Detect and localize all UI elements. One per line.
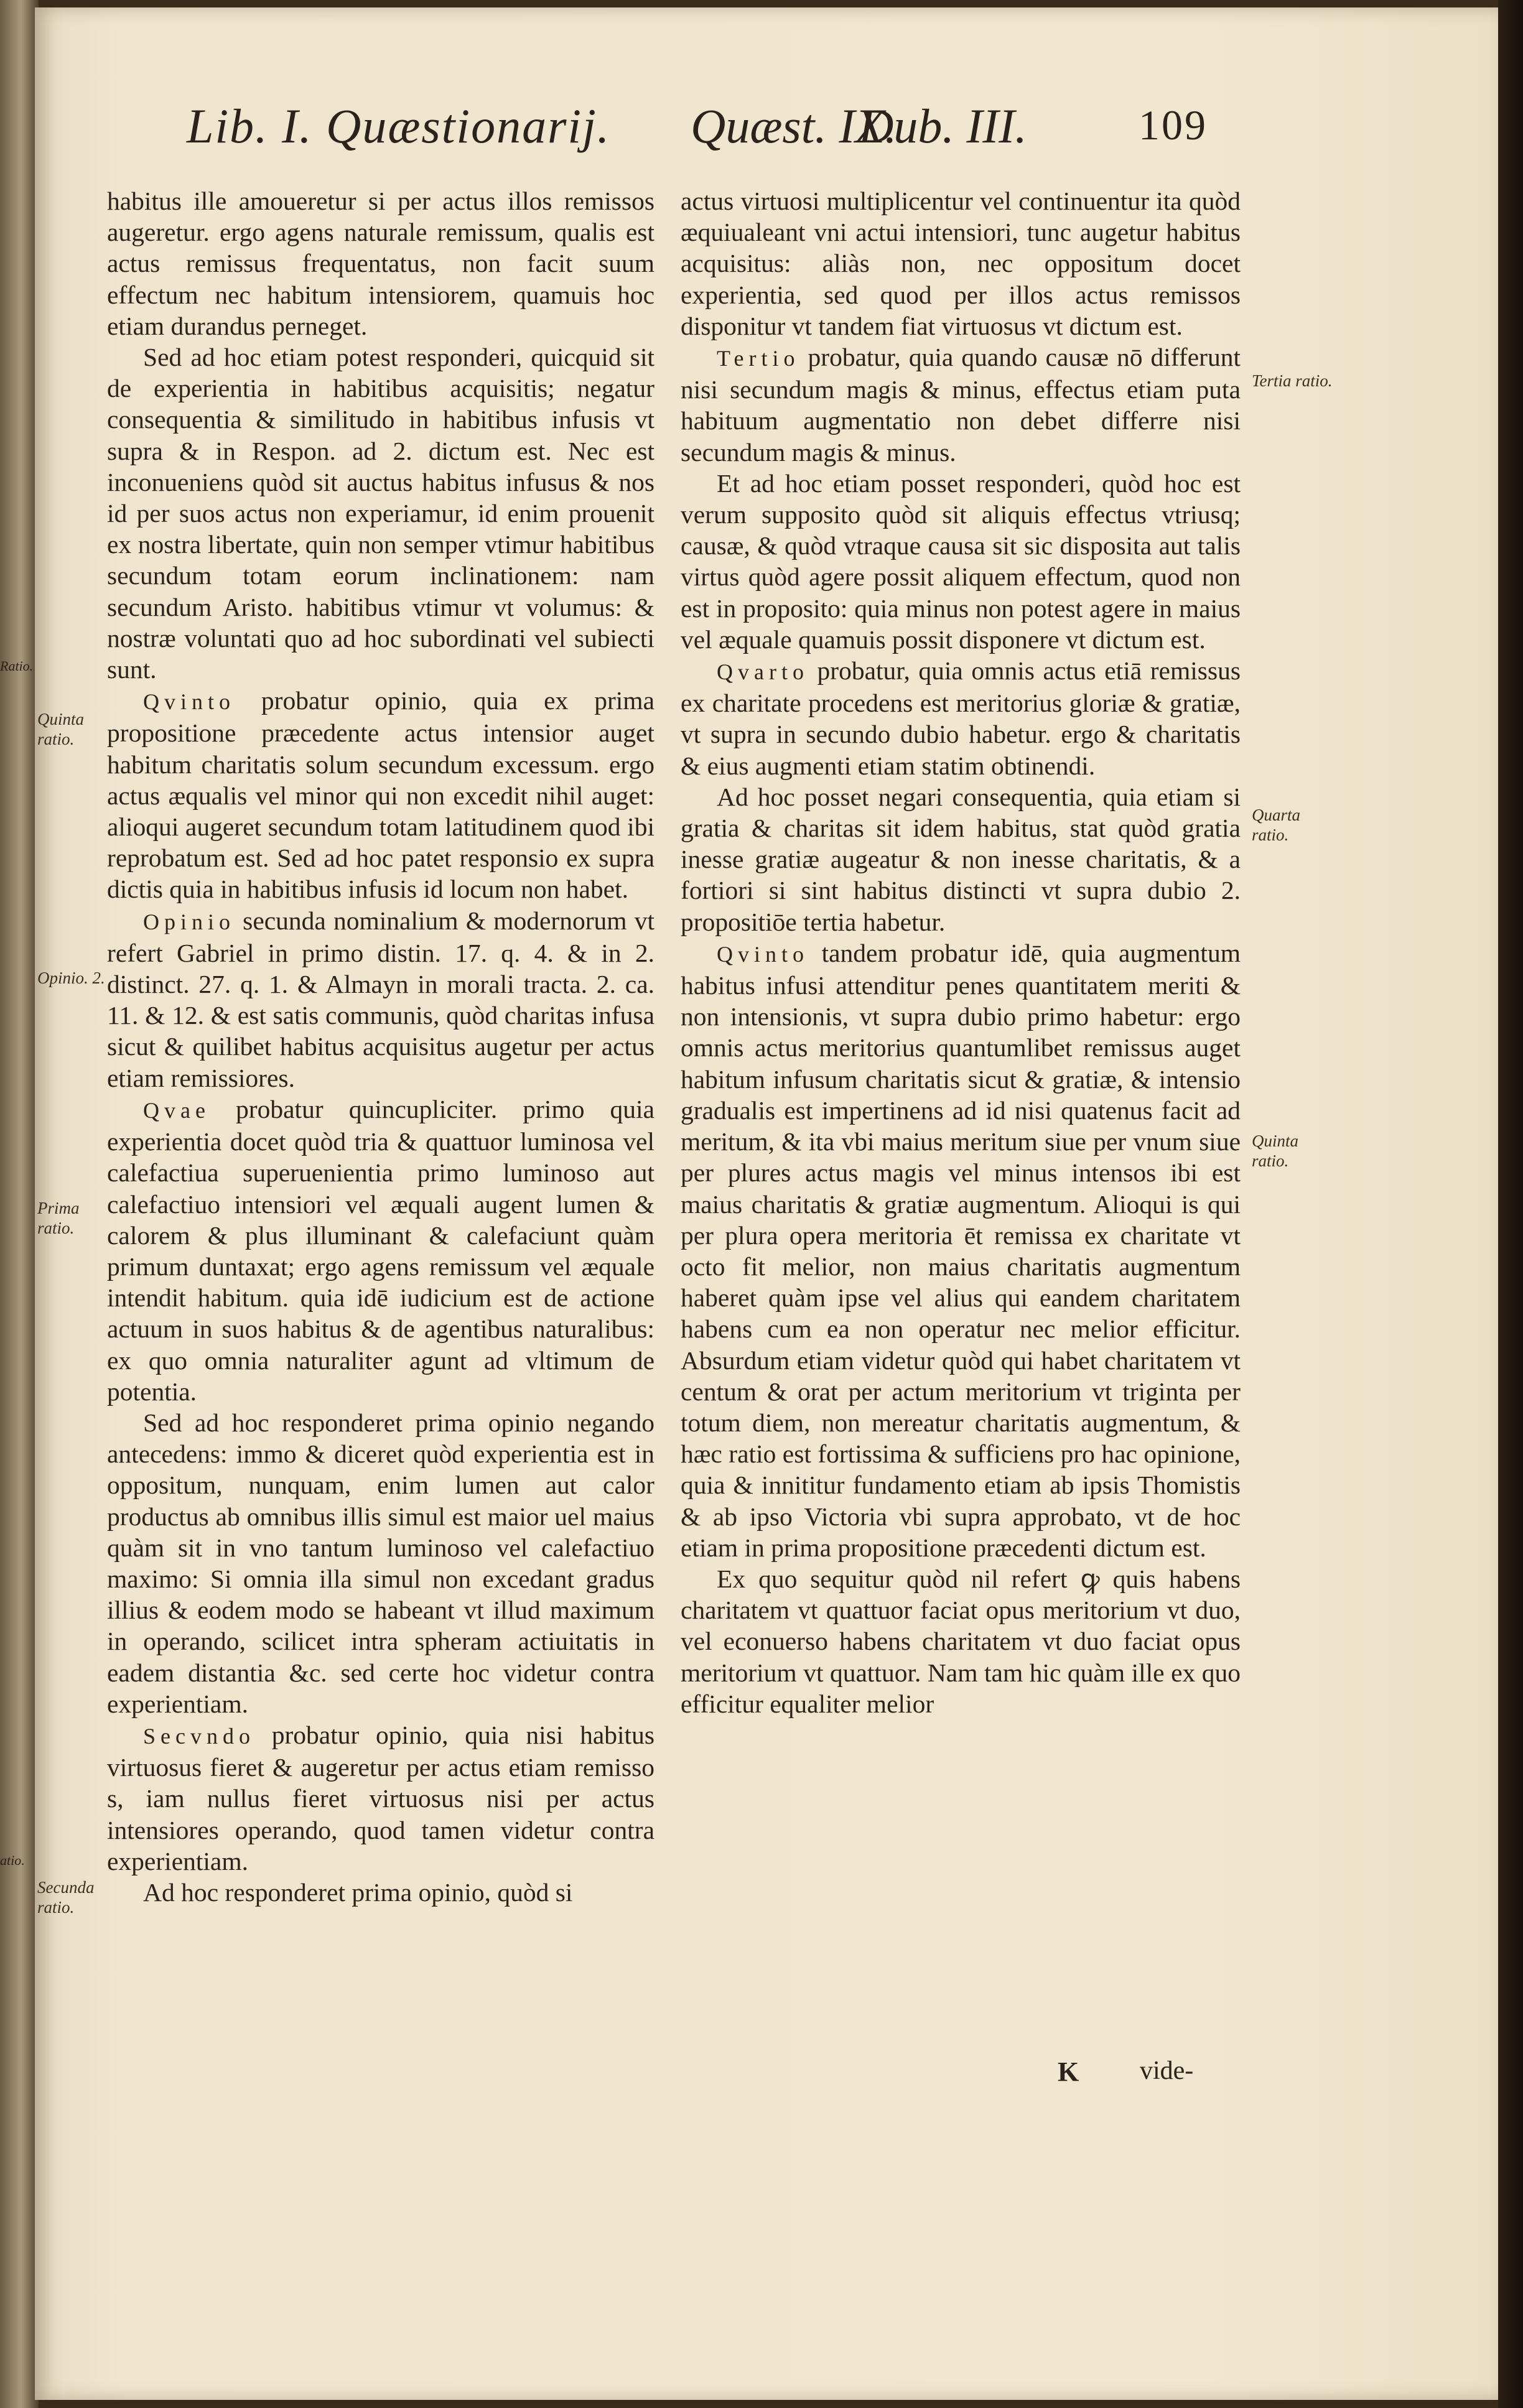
paragraph: Sed ad hoc responderet prima opinio negando antecedens: immo & diceret quòd experientia est in oppositum, nunquam, enim lumen aut calor productus ab omnibus illis simul est maior uel maius quàm sit in vno tantum luminoso vel calefactiuo maximo: Si omnia illa simul non excedant gradus illius & eodem modo se habeant vt illud maximum in operando, scilicet intra spheram actiuitatis in eadem distantia &c. sed certe hoc videtur contra experientiam. [107,1408,654,1718]
scanner-background [1498,0,1523,2408]
signature-mark: K [1058,2057,1079,2087]
margin-note: Opinio. 2. [37,969,105,987]
running-head [187,98,1232,160]
section-initial: Opinio [143,909,236,934]
left-column [107,185,654,1908]
paragraph: Qvarto probatur, quia omnis actus etiā remissus ex charitate procedens est meritorius gloriæ & gratiæ, vt supra in secundo dubio habetur. ergo & charitatis & eius augmenti etiam statim obtinendi. [681,656,1241,780]
paragraph: Sed ad hoc etiam potest responderi, quicquid sit de experientia in habitibus acquisitis; negatur consequentia & similitudo in habitibus infusis vt supra & in Respon. ad 2. dictum est. Nec est inconueniens quòd sit auctus habitus infusus & nos id per suos actus non experiamur, id enim prouenit ex nostra libertate, quin non semper vtimur habitibus secundum totam eorum inclinationem: nam secundum Aristo. habitibus vtimur vt volumus: & nostræ voluntati quo ad hoc subordinati vel subiecti sunt. [107,343,654,684]
margin-note: Quarta ratio. [1252,806,1301,844]
catchword: vide- [1140,2057,1194,2085]
paragraph: Qvae probatur quincupliciter. primo quia experientia docet quòd tria & quattuor luminosa vel calefactiua superuenientia primo luminoso aut calefactiuo intensiori vel æquali augent lumen & calorem & plus illuminant & calefaciunt quàm primum duntaxat; ergo agens remissum vel æquale intendit habitum. quia idē iudicium est de actione actuum in suos habitus & de agentibus naturalibus: ex quo omnia naturaliter agunt ad vltimum de potentia. [107,1094,654,1406]
paragraph: Opinio secunda nominalium & modernorum vt refert Gabriel in primo distin. 17. q. 4. & in 2. distinct. 27. q. 1. & Almayn in morali tracta. 2. ca. 11. & 12. & est satis communis, quòd charitas infusa sicut & quilibet habitus acquisitus augetur per actus etiam remissiores. [107,906,654,1092]
paragraph: Ex quo sequitur quòd nil refert ꝙ quis habens charitatem vt quattuor faciat opus meritorium vt duo, vel econuerso habens charitatem vt duo faciat opus meritorium vt quattuor. Nam tam hic quàm ille ex quo efficitur equaliter melior [681,1564,1241,1718]
paragraph: actus virtuosi multiplicentur vel continuentur ita quòd æquiualeant vni actui intensiori, tunc augetur habitus acquisitus: aliàs non, nec oppositum docet experientia, sed quod per illos actus remissos disponitur vt tandem fiat virtuosus vt dictum est. [681,187,1241,340]
section-initial: Qvae [143,1097,210,1123]
margin-note: Tertia ratio. [1252,371,1333,390]
running-head-dubium: Dub. III. [859,99,1027,153]
paragraph: Secvndo probatur opinio, quia nisi habitus virtuosus fieret & augeretur per actus etiam remisso s, iam nullus fieret virtuosus nisi per actus intensiores operando, quod tamen videtur contra experientiam. [107,1720,654,1876]
running-head-title: Lib. I. Quæstionarij. [187,99,611,153]
edge-note: Ratio. [0,658,34,674]
section-initial: Tertio [717,346,800,371]
margin-note: Quinta ratio. [1252,1132,1299,1170]
margin-note: Secunda ratio. [37,1878,95,1917]
paragraph: Tertio probatur, quia quando causæ nō differunt nisi secundum magis & minus, effectus etiam puta habituum augmentatio non debet differre nisi secundum magis & minus. [681,343,1241,467]
paragraph: Qvinto probatur opinio, quia ex prima propositione præcedente actus intensior auget habitum charitatis solum secundum excessum. ergo actus æqualis vel minor qui non excedit nihil auget: alioqui augeret secundum totam latitudinem quod ibi reprobatum est. Sed ad hoc patet responsio ex supra dictis quia in habitibus infusis id locum non habet. [107,686,654,904]
section-initial: Qvarto [717,659,809,685]
section-initial: Qvinto [717,941,809,967]
paragraph: habitus ille amoueretur si per actus illos remissos augeretur. ergo agens naturale remissum, qualis est actus remissus frequentatus, non facit suum effectum nec habitum intensiorem, quamuis hoc etiam durandus perneget. [107,187,654,340]
running-head-question: Quæst. IX. [691,99,897,153]
right-column [681,185,1241,1719]
facing-page-edge [0,0,39,2408]
paragraph: Ad hoc posset negari consequentia, quia etiam si gratia & charitas sit idem habitus, stat quòd gratia inesse gratiæ augeatur & non inesse charitatis, & a fortiori si sint habitus distincti vt supra dubio 2. propositiōe tertia habetur. [681,782,1241,936]
section-initial: Qvinto [143,689,236,715]
paragraph: Qvinto tandem probatur idē, quia augmentum habitus infusi attenditur penes quantitatem meriti & non intensionis, vt supra dubio primo habetur: ergo omnis actus meritorius quantumlibet remissus auget habitum infusum charitatis sicut & gratiæ, & intensio gradualis est impertinens ad id nisi quatenus facit ad meritum, & ita vbi maius meritum siue per vnum siue per plures actus magis vel minus intensos ibi est maius charitatis & gratiæ augmentum. Alioqui is qui per plura opera meritoria ēt remissa ex charitate vt octo fit melior, non maius charitatis augmentum haberet quàm ipse vel alius qui eandem charitatem habens cum ea non operatur nec melior efficitur. Absurdum etiam videtur quòd qui habet charitatem vt centum & orat per actum meritorium vt triginta per totum diem, non mereatur charitatis augmentum, & hæc ratio est fortissima & sufficiens pro hac opinione, quia & innititur fundamento etiam ab ipsis Thomistis & ab ipso Victoria vbi supra approbato, vt de hoc etiam in prima propositione præcedenti dictum est. [681,938,1241,1562]
paragraph: Et ad hoc etiam posset responderi, quòd hoc est verum supposito quòd sit aliquis effectus vtriusq; causæ, & quòd vtraque causa sit sic disposita aut talis virtus quòd agere possit aliquem effectum, quod non est in proposito: quia minus non potest agere in maius vel æquale quamuis possit disponere vt dictum est. [681,468,1241,654]
edge-note: atio. [0,1852,25,1868]
margin-note: Prima ratio. [37,1199,80,1237]
page-number: 109 [1139,101,1208,149]
section-initial: Secvndo [143,1723,255,1749]
margin-note: Quinta ratio. [37,710,85,748]
paragraph: Ad hoc responderet prima opinio, quòd si [143,1877,573,1907]
